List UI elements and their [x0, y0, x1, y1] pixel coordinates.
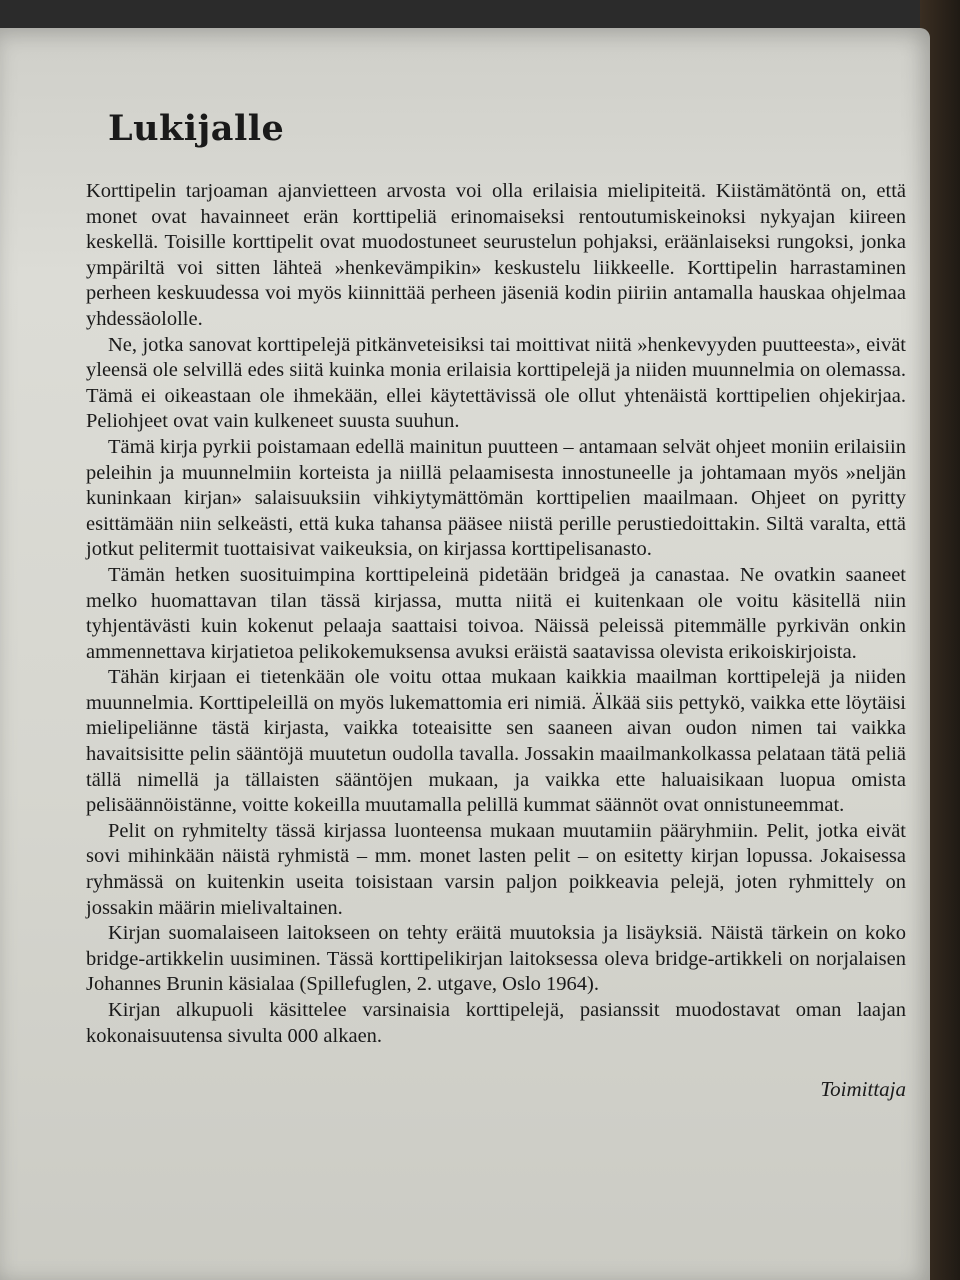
paragraph-7: Kirjan suomalaiseen laitokseen on tehty eräitä muutoksia ja lisäyksiä. Näistä tärkein on koko bridge-artikkelin uusiminen. Tässä korttipelikirjan laitoksessa oleva bridge-artikkeli on norjalaisen Johannes Brunin käsialaa (Spillefuglen, 2. utgave, Oslo 1964).: [86, 922, 906, 996]
paragraph-1: Korttipelin tarjoaman ajanvietteen arvosta voi olla erilaisia mielipiteitä. Kiistämätöntä on, että monet ovat havainneet erän korttipeliä erinomaiseksi rentoutumiskeinoksi nykyajan kiireen keskellä. Toisille korttipelit ovat muodostuneet seurustelun pohjaksi, eräänlaiseksi rungoksi, jonka ympäriltä voi sitten lähteä »henkevämpikin» keskustelu liikkeelle. Korttipelin harrastaminen perheen keskuudessa voi myös kiinnittää perheen jäseniä kodin piiriin antamalla hauskaa ohjelmaa yhdessäololle.: [86, 180, 906, 330]
paragraph-8: Kirjan alkupuoli käsittelee varsinaisia korttipelejä, pasianssit muodostavat oman laajan kokonaisuutensa sivulta 000 alkaen.: [86, 999, 906, 1047]
paragraph-2: Ne, jotka sanovat korttipelejä pitkänveteisiksi tai moittivat niitä »henkevyyden puutteesta», eivät yleensä ole selvillä edes siitä kuinka monia erilaisia korttipelejä ja niiden muunnelmia on olemassa. Tämä ei oikeastaan ole ihmekään, ellei käytettävissä ole ollut yhtenäistä korttipelien ohjekirjaa. Peliohjeet ovat vain kulkeneet suusta suuhun.: [86, 333, 906, 433]
paragraph-4: Tämän hetken suosituimpina korttipeleinä pidetään bridgeä ja canastaa. Ne ovatkin saaneet melko huomattavan tilan tässä kirjassa, mutta niitä ei kuitenkaan ole voitu käsitellä niin tyhjentävästi kuin kokenut pelaaja saattaisi toivoa. Näissä peleissä pitemmälle pyrkivän onkin ammennettava kirjatietoa pelikokemuksensa avuksi eräistä saatavissa olevista erikoiskirjoista.: [86, 563, 906, 663]
page-content: [86, 100, 906, 1102]
paragraph-6: Pelit on ryhmitelty tässä kirjassa luonteensa mukaan muutamiin pääryhmiin. Pelit, jotka eivät sovi mihinkään näistä ryhmistä – mm. monet lasten pelit – on esitetty kirjan lopussa. Jokaisessa ryhmässä on kuitenkin useita toisistaan varsin paljon poikkeavia pelejä, joten ryhmittely on jossakin määrin mielivaltainen.: [86, 819, 906, 919]
paragraph-3: Tämä kirja pyrkii poistamaan edellä mainitun puutteen – antamaan selvät ohjeet moniin erilaisiin peleihin ja muunnelmiin korteista ja niillä pelaamisesta innostuneelle ja johtamaan myös »neljän kuninkaan kirjan» salaisuuksiin vihkiytymättömän korttipelien maailmaan. Ohjeet on pyritty esittämään niin selkeästi, että kuka tahansa pääsee niistä perille perustiedoittakin. Siltä varalta, että jotkut pelitermit tuottaisivat vaikeuksia, on kirjassa korttipelisanasto.: [86, 435, 906, 561]
page-title: Lukijalle: [108, 108, 285, 149]
paragraph-5: Tähän kirjaan ei tietenkään ole voitu ottaa mukaan kaikkia maailman korttipelejä ja niiden muunnelmia. Korttipeleillä on myös lukemattomia eri nimiä. Älkää siis pettykö, vaikka ette löytäisi mielipeliänne tästä kirjasta, vaikka toteaisitte sen saaneen aivan oudon nimen tai vaikka havaitsisitte pelin sääntöjä muutetun oudolla tavalla. Jossakin maailmankolkassa pelataan tätä peliä tällä nimellä ja tällaisten sääntöjen mukaan, ja vaikka ette haluaisikaan luopua omista pelisäännöistänne, voitte kokeilla muutamalla pelillä kummat säännöt ovat onnistuneemmat.: [86, 666, 906, 817]
signature: Toimittaja: [820, 1077, 906, 1102]
